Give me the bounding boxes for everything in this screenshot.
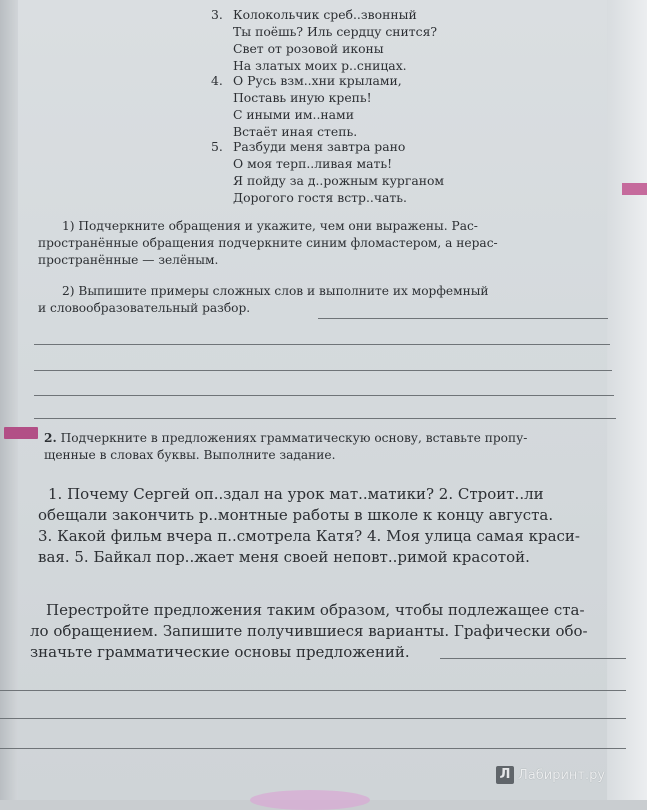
instruction-line — [44, 430, 616, 447]
exercise-2-sentences — [38, 484, 628, 568]
answer-line[interactable] — [34, 418, 616, 419]
poem-line: Колокольчик среб..звонный — [233, 7, 417, 22]
poem-line: Встаёт иная степь. — [233, 124, 358, 139]
poem-line: О моя терп..ливая мать! — [233, 156, 393, 171]
answer-line[interactable] — [0, 748, 626, 749]
poem-number: 4. — [211, 73, 223, 88]
poem-number: 3. — [211, 7, 223, 22]
exercise-2-instructions — [44, 430, 616, 464]
rewrite-line: ло обращением. Запишите получившиеся варианты. Графически обо- — [30, 622, 588, 640]
poem-4 — [211, 72, 402, 140]
rewrite-line: Перестройте предложения таким образом, чтобы подлежащее ста- — [46, 601, 585, 619]
poem-5 — [211, 138, 445, 206]
poem-line: Поставь иную крепь! — [233, 90, 372, 105]
sentence-line: обещали закончить р..монтные работы в школе к концу августа. — [38, 506, 554, 524]
question-line: пространённые — зелёным. — [38, 253, 219, 267]
rewrite-instructions — [30, 600, 630, 663]
poem-line: Разбуди меня завтра рано — [233, 139, 406, 154]
sentence-line: вая. 5. Байкал пор..жает меня своей неповт..римой красотой. — [38, 548, 530, 566]
exercise-tag — [4, 427, 38, 439]
poem-line: Я пойду за д..рожным курганом — [233, 173, 445, 188]
answer-line[interactable] — [440, 658, 626, 659]
sentence-line: 1. Почему Сергей оп..здал на урок мат..матики? 2. Строит..ли — [48, 485, 544, 503]
answer-line[interactable] — [34, 370, 612, 371]
question-line: пространённые обращения подчеркните синим фломастером, а нерас- — [38, 236, 498, 250]
poem-line: Свет от розовой иконы — [233, 41, 384, 56]
answer-line[interactable] — [0, 718, 626, 719]
poem-line: С иными им..нами — [233, 107, 354, 122]
answer-line[interactable] — [34, 344, 610, 345]
exercise-number: 2. — [44, 431, 57, 445]
answer-line[interactable] — [0, 690, 626, 691]
answer-line[interactable] — [318, 318, 608, 319]
poem-line: Дорогого гостя встр..чать. — [233, 190, 407, 205]
answer-line[interactable] — [34, 395, 614, 396]
decorative-blob — [250, 790, 370, 810]
task-question-1 — [38, 218, 608, 269]
question-line: 1) Подчеркните обращения и укажите, чем они выражены. Рас- — [62, 219, 478, 233]
question-line: и словообразовательный разбор. — [38, 301, 251, 315]
poem-line: О Русь взм..хни крылами, — [233, 73, 402, 88]
watermark — [496, 766, 605, 784]
instruction-line: щенные в словах буквы. Выполните задание. — [44, 448, 336, 462]
poem-line: На златых моих р..сницах. — [233, 58, 407, 73]
watermark-text: Лабиринт.ру — [518, 767, 606, 783]
labirint-logo-icon: Л — [496, 766, 514, 784]
question-line: 2) Выпишите примеры сложных слов и выполните их морфемный — [62, 284, 489, 298]
poem-line: Ты поёшь? Иль сердцу снится? — [233, 24, 438, 39]
poem-number: 5. — [211, 139, 223, 154]
instruction-text: Подчеркните в предложениях грамматическую основу, вставьте пропу- — [60, 431, 528, 445]
task-question-2 — [38, 283, 608, 317]
poem-3 — [211, 6, 438, 74]
sentence-line: 3. Какой фильм вчера п..смотрела Катя? 4. Моя улица самая краси- — [38, 527, 580, 545]
rewrite-line: значьте грамматические основы предложений. — [30, 643, 410, 661]
